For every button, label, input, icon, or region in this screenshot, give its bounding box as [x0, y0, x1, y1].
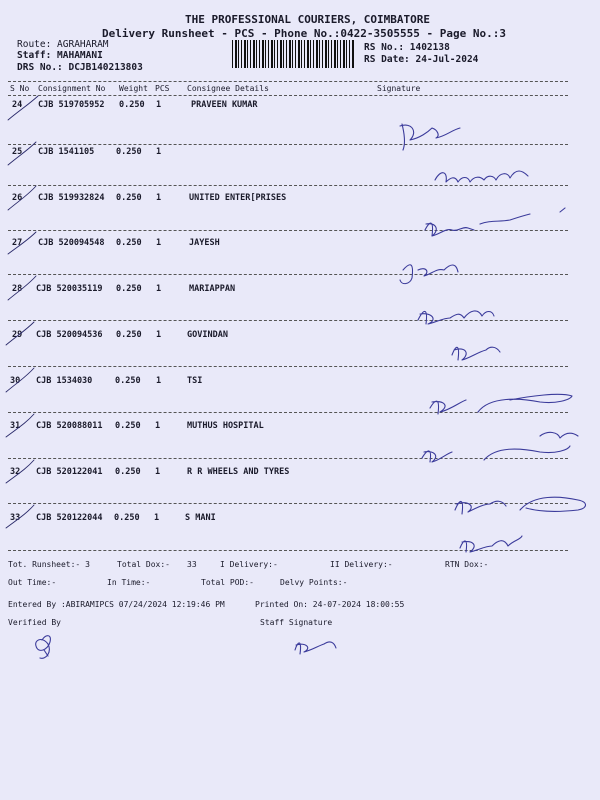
row-sno: 26	[12, 193, 23, 203]
row-weight: 0.250	[115, 376, 141, 386]
rs-date: RS Date: 24-Jul-2024	[364, 54, 479, 65]
row-consignment: CJB 520094548	[38, 238, 105, 248]
row-sno: 27	[12, 238, 23, 248]
delvy-points: Delvy Points:-	[280, 578, 348, 587]
route: Route: AGRAHARAM	[17, 39, 109, 50]
row-pcs: 1	[155, 467, 161, 477]
row-pcs: 1	[156, 376, 162, 386]
row-divider	[8, 230, 568, 231]
row-divider	[8, 458, 568, 459]
row-sno: 31	[10, 421, 21, 431]
drs-number: DRS No.: DCJB140213803	[17, 62, 143, 73]
row-pcs: 1	[156, 238, 162, 248]
row-sno: 24	[12, 100, 23, 110]
row-pcs: 1	[156, 193, 162, 203]
row-pcs: 1	[156, 330, 162, 340]
total-dox-label: Total Dox:-	[117, 560, 170, 569]
row-pcs: 1	[156, 284, 162, 294]
row-consignee: TSI	[187, 376, 203, 386]
row-divider	[8, 185, 568, 186]
row-consignment: CJB 520094536	[36, 330, 103, 340]
row-consignment: CJB 520088011	[36, 421, 103, 431]
in-time: In Time:-	[107, 578, 151, 587]
row-weight: 0.250	[116, 238, 142, 248]
rtn-dox: RTN Dox:-	[445, 560, 489, 569]
verified-by: Verified By	[8, 618, 61, 627]
row-consignee: JAYESH	[189, 238, 220, 248]
row-weight: 0.250	[116, 193, 142, 203]
col-pcs: PCS	[155, 84, 170, 93]
row-divider	[8, 366, 568, 367]
row-sno: 28	[12, 284, 23, 294]
total-dox-value: 33	[187, 560, 197, 569]
col-consignee: Consignee Details	[187, 84, 269, 93]
out-time: Out Time:-	[8, 578, 57, 587]
row-sno: 30	[10, 376, 21, 386]
entered-by: Entered By :ABIRAMIPCS 07/24/2024 12:19:46 PM	[8, 600, 225, 609]
row-consignment: CJB 520035119	[36, 284, 103, 294]
rs-number: RS No.: 1402138	[364, 42, 450, 53]
row-consignee: GOVINDAN	[187, 330, 228, 340]
row-consignee: PRAVEEN KUMAR	[191, 100, 258, 110]
company-name: THE PROFESSIONAL COURIERS, COIMBATORE	[185, 13, 431, 26]
row-consignment: CJB 1534030	[36, 376, 93, 386]
row-weight: 0.250	[119, 100, 145, 110]
barcode-image	[232, 40, 354, 68]
row-sno: 32	[10, 467, 21, 477]
col-weight: Weight	[119, 84, 148, 93]
staff-signature-label: Staff Signature	[260, 618, 333, 627]
col-consignment: Consignment No	[38, 84, 106, 93]
staff: Staff: MAHAMANI	[17, 50, 103, 61]
row-weight: 0.250	[114, 513, 140, 523]
row-pcs: 1	[154, 513, 160, 523]
row-divider	[8, 274, 568, 275]
row-divider	[8, 320, 568, 321]
row-consignee: R R WHEELS AND TYRES	[187, 467, 290, 477]
row-consignment: CJB 1541105	[38, 147, 95, 157]
row-consignment: CJB 519705952	[38, 100, 105, 110]
row-sno: 33	[10, 513, 21, 523]
col-sno: S No	[10, 84, 30, 93]
row-consignee: S MANI	[185, 513, 216, 523]
row-consignment: CJB 520122044	[36, 513, 103, 523]
row-sno: 25	[12, 147, 23, 157]
row-weight: 0.250	[116, 284, 142, 294]
row-divider	[8, 503, 568, 504]
row-divider	[8, 550, 568, 551]
i-delivery: I Delivery:-	[220, 560, 278, 569]
row-pcs: 1	[155, 421, 161, 431]
row-consignment: CJB 520122041	[36, 467, 103, 477]
row-weight: 0.250	[115, 467, 141, 477]
row-consignee: MARIAPPAN	[189, 284, 236, 294]
header-rule-top	[8, 81, 568, 82]
row-consignment: CJB 519932824	[38, 193, 105, 203]
printed-on: Printed On: 24-07-2024 18:00:55	[255, 600, 405, 609]
header-rule-bottom	[8, 95, 568, 96]
row-weight: 0.250	[115, 421, 141, 431]
row-sno: 29	[12, 330, 23, 340]
col-signature: Signature	[377, 84, 421, 93]
total-pod: Total POD:-	[201, 578, 254, 587]
row-weight: 0.250	[116, 330, 142, 340]
row-divider	[8, 412, 568, 413]
row-pcs: 1	[156, 147, 162, 157]
ii-delivery: II Delivery:-	[330, 560, 393, 569]
tot-runsheet: Tot. Runsheet:- 3	[8, 560, 90, 569]
runsheet-title: Delivery Runsheet - PCS - Phone No.:0422-3505555 - Page No.:3	[102, 27, 506, 40]
row-pcs: 1	[156, 100, 162, 110]
row-divider	[8, 144, 568, 145]
row-consignee: UNITED ENTER[PRISES	[189, 193, 287, 203]
row-consignee: MUTHUS HOSPITAL	[187, 421, 264, 431]
row-weight: 0.250	[116, 147, 142, 157]
